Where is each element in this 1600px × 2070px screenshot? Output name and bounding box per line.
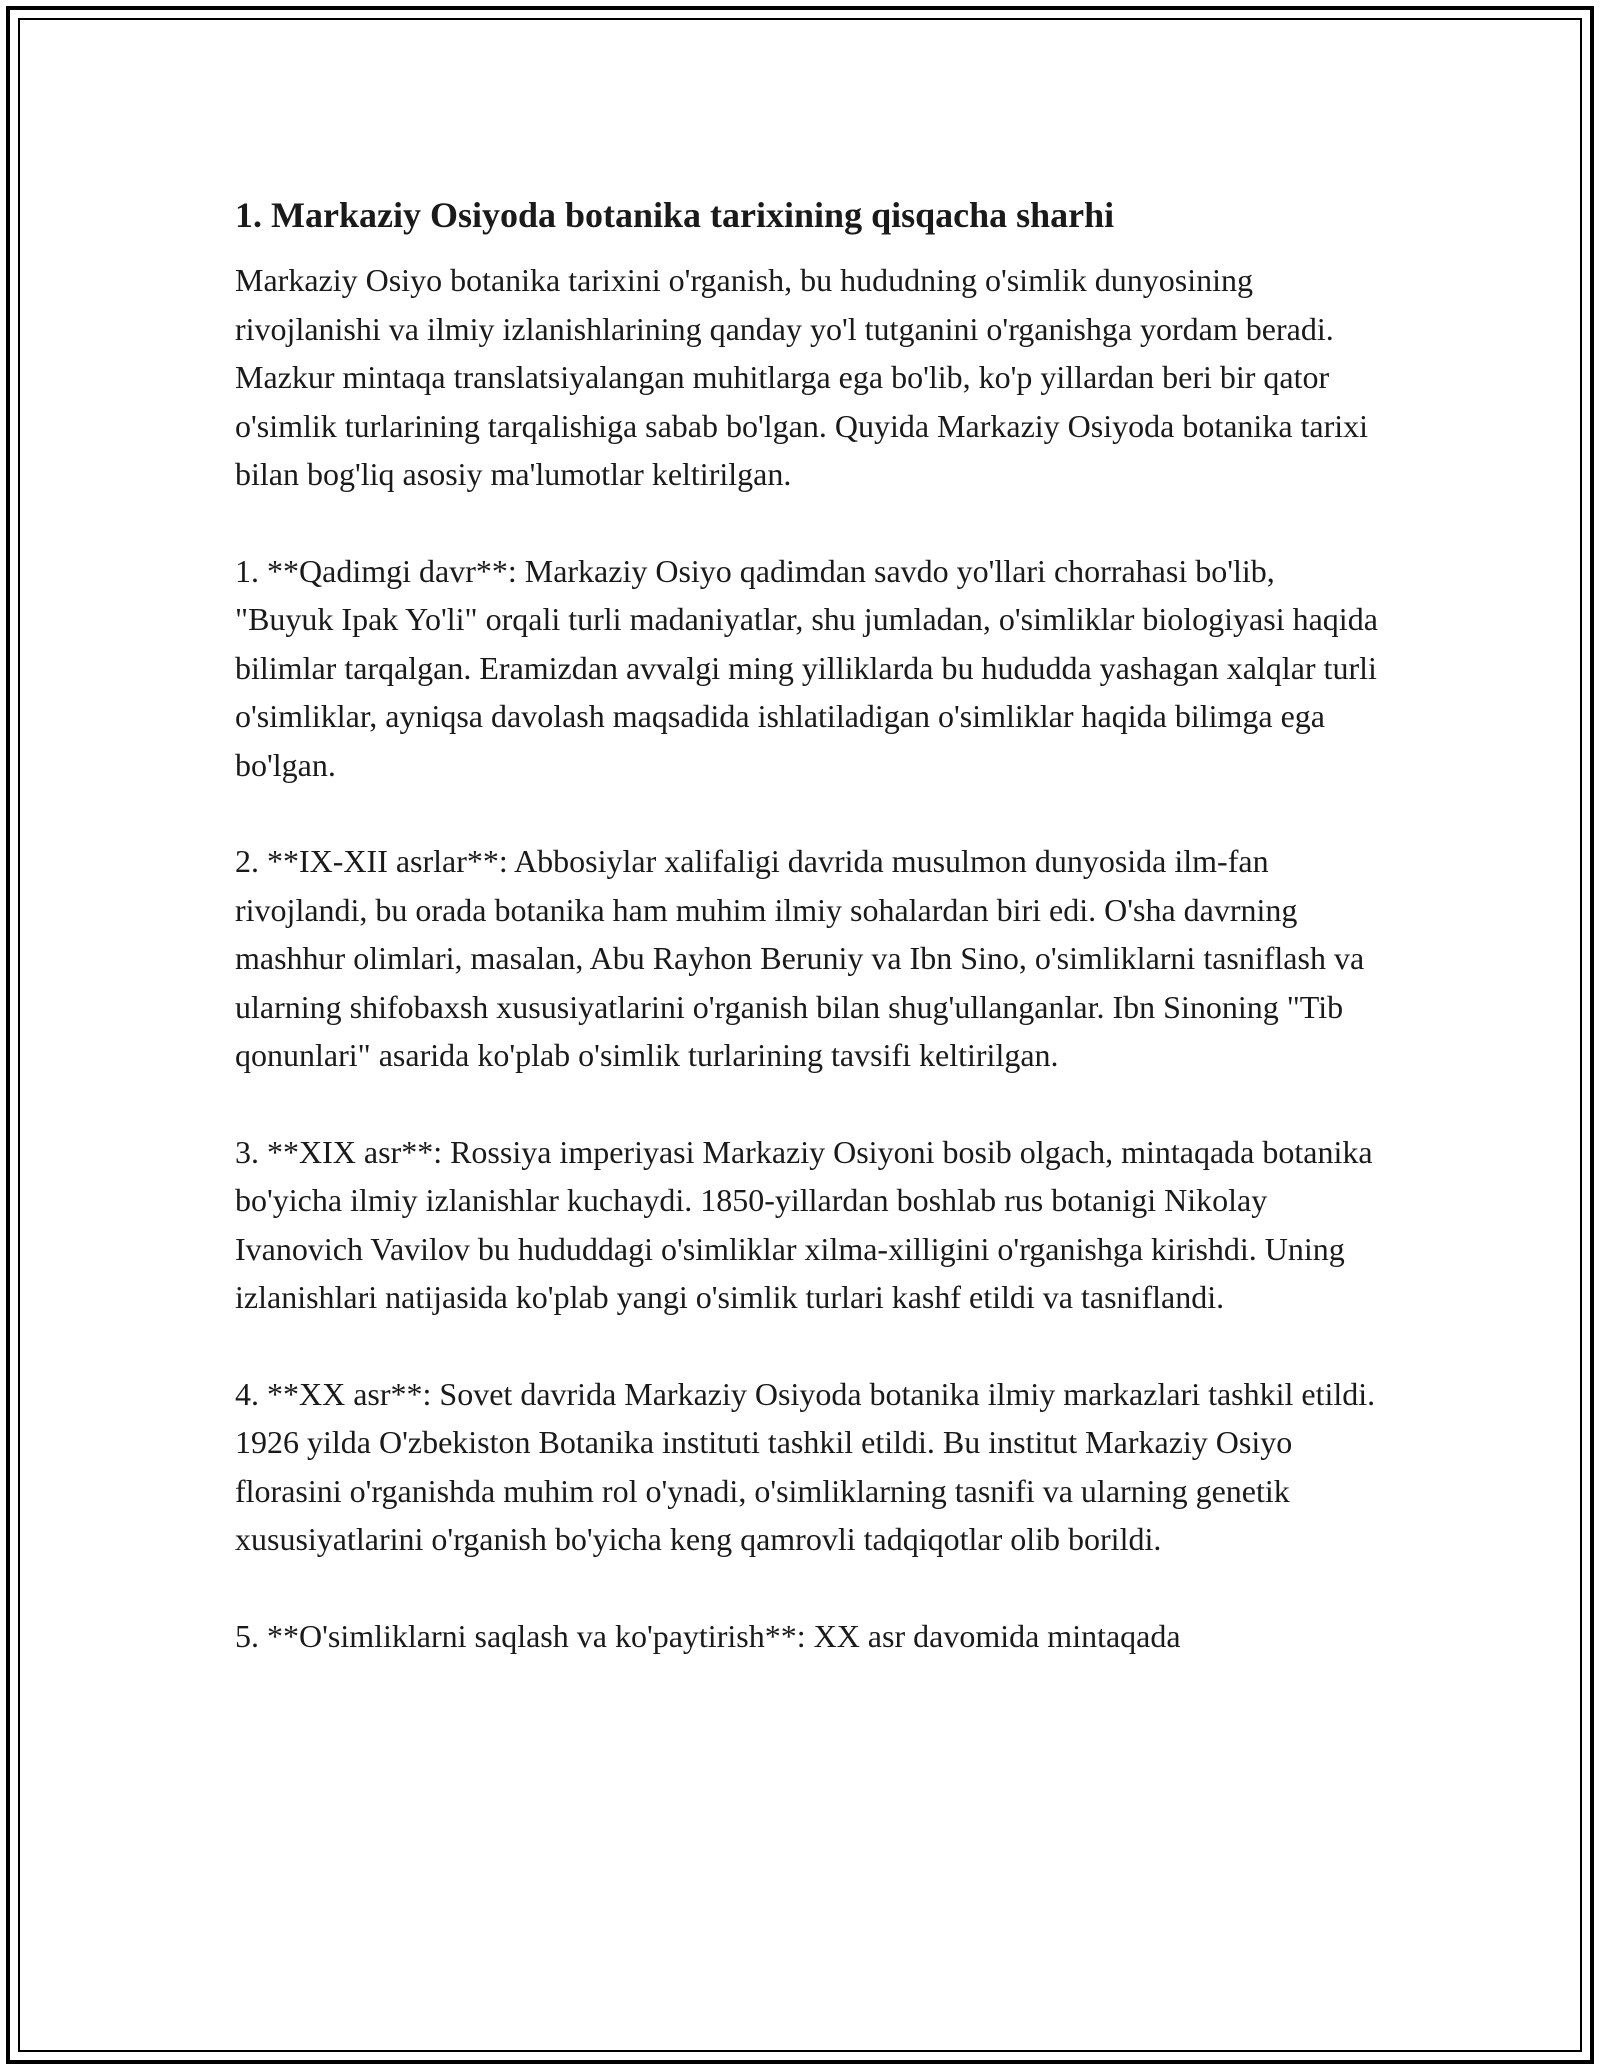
list-item-plant-conservation: 5. **O'simliklarni saqlash va ko'paytirish**: XX asr davomida mintaqada xyxy=(235,1617,1181,1654)
document-body xyxy=(235,188,1380,1708)
list-item-ancient-period: 1. **Qadimgi davr**: Markaziy Osiyo qadimdan savdo yo'llari chorrahasi bo'lib, "Buyuk Ipak Yo'li" orqali turli madaniyatlar, shu jumladan, o'simliklar biologiyasi haqida bilimlar tarqalgan. Eramizdan avvalgi ming yilliklarda bu hududda yashagan xalqlar turli o'simliklar, ayniqsa davolash maqsadida ishlatiladigan o'simliklar haqida bilimga ega bo'lgan. xyxy=(235,552,1378,783)
list-item-ix-xii-centuries: 2. **IX-XII asrlar**: Abbosiylar xalifaligi davrida musulmon dunyosida ilm-fan rivojlandi, bu orada botanika ham muhim ilmiy sohalardan biri edi. O'sha davrning mashhur olimlari, masalan, Abu Rayhon Beruniy va Ibn Sino, o'simliklarni tasniflash va ularning shifobaxsh xususiyatlarini o'rganish bilan shug'ullanganlar. Ibn Sinoning "Tib qonunlari" asarida ko'plab o'simlik turlarining tavsifi keltirilgan. xyxy=(235,843,1365,1073)
section-heading: 1. Markaziy Osiyoda botanika tarixining qisqacha sharhi xyxy=(235,195,1115,235)
list-item-xx-century: 4. **XX asr**: Sovet davrida Markaziy Osiyoda botanika ilmiy markazlari tashkil etildi. 1926 yilda O'zbekiston Botanika instituti tashkil etildi. Bu institut Markaziy Osiyo florasini o'rganishda muhim rol o'ynadi, o'simliklarning tasnifi va ularning genetik xususiyatlarini o'rganish bo'yicha keng qamrovli tadqiqotlar olib borildi. xyxy=(235,1375,1376,1557)
intro-paragraph: Markaziy Osiyo botanika tarixini o'rganish, bu hududning o'simlik dunyosining rivojlanishi va ilmiy izlanishlarining qanday yo'l tutganini o'rganishga yordam beradi. Mazkur mintaqa translatsiyalangan muhitlarga ega bo'lib, ko'p yillardan beri bir qator o'simlik turlarining tarqalishiga sabab bo'lgan. Quyida Markaziy Osiyoda botanika tarixi bilan bog'liq asosiy ma'lumotlar keltirilgan. xyxy=(235,262,1369,492)
list-item-xix-century: 3. **XIX asr**: Rossiya imperiyasi Markaziy Osiyoni bosib olgach, mintaqada botanika bo'yicha ilmiy izlanishlar kuchaydi. 1850-yillardan boshlab rus botanigi Nikolay Ivanovich Vavilov bu hududdagi o'simliklar xilma-xilligini o'rganishga kirishdi. Uning izlanishlari natijasida ko'plab yangi o'simlik turlari kashf etildi va tasniflandi. xyxy=(235,1133,1373,1315)
